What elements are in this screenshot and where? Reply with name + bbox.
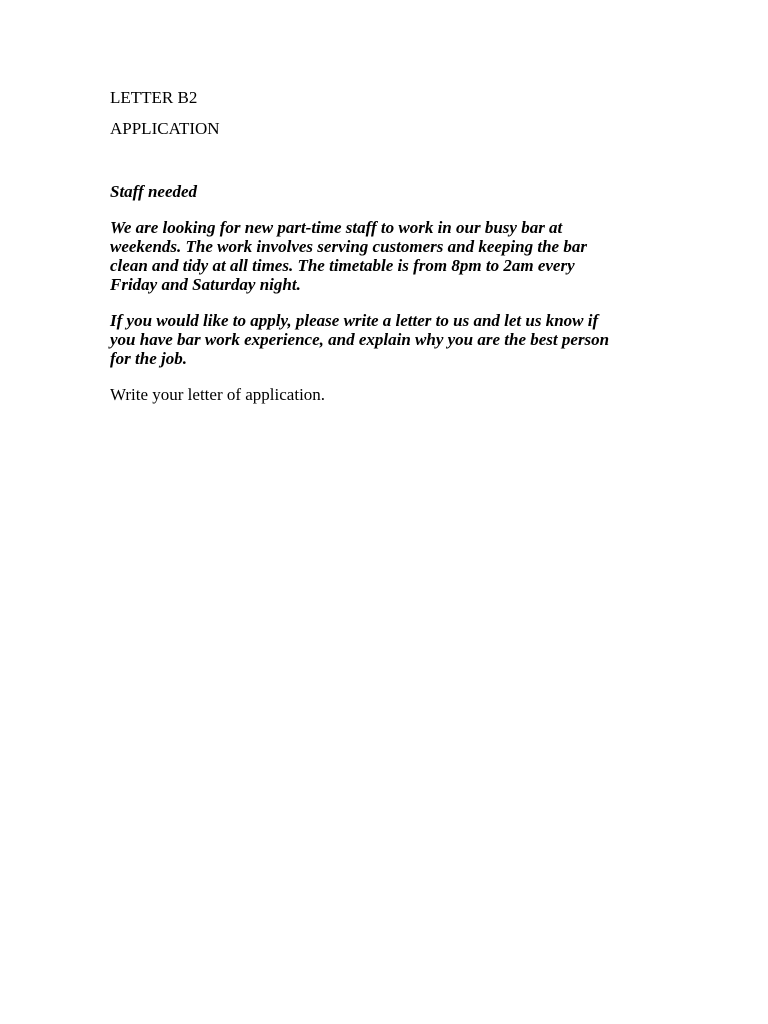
ad-paragraph-2-line: for the job. xyxy=(110,349,187,368)
ad-paragraph-2-line: you have bar work experience, and explain why you are the best person xyxy=(110,330,610,349)
document-title: LETTER B2 xyxy=(110,88,198,107)
ad-paragraph-1-line: We are looking for new part-time staff to work in our busy bar at xyxy=(110,218,563,237)
ad-paragraph-2 xyxy=(110,311,650,368)
ad-paragraph-1 xyxy=(110,218,650,294)
document-subtitle: APPLICATION xyxy=(110,119,220,138)
ad-paragraph-1-line: Friday and Saturday night. xyxy=(110,275,301,294)
ad-heading: Staff needed xyxy=(110,182,198,201)
ad-paragraph-1-line: clean and tidy at all times. The timetable is from 8pm to 2am every xyxy=(110,256,575,275)
ad-paragraph-1-line: weekends. The work involves serving customers and keeping the bar xyxy=(110,237,587,256)
document-content xyxy=(110,88,650,404)
ad-paragraph-2-line: If you would like to apply, please write a letter to us and let us know if xyxy=(110,311,599,330)
task-instruction: Write your letter of application. xyxy=(110,385,326,404)
